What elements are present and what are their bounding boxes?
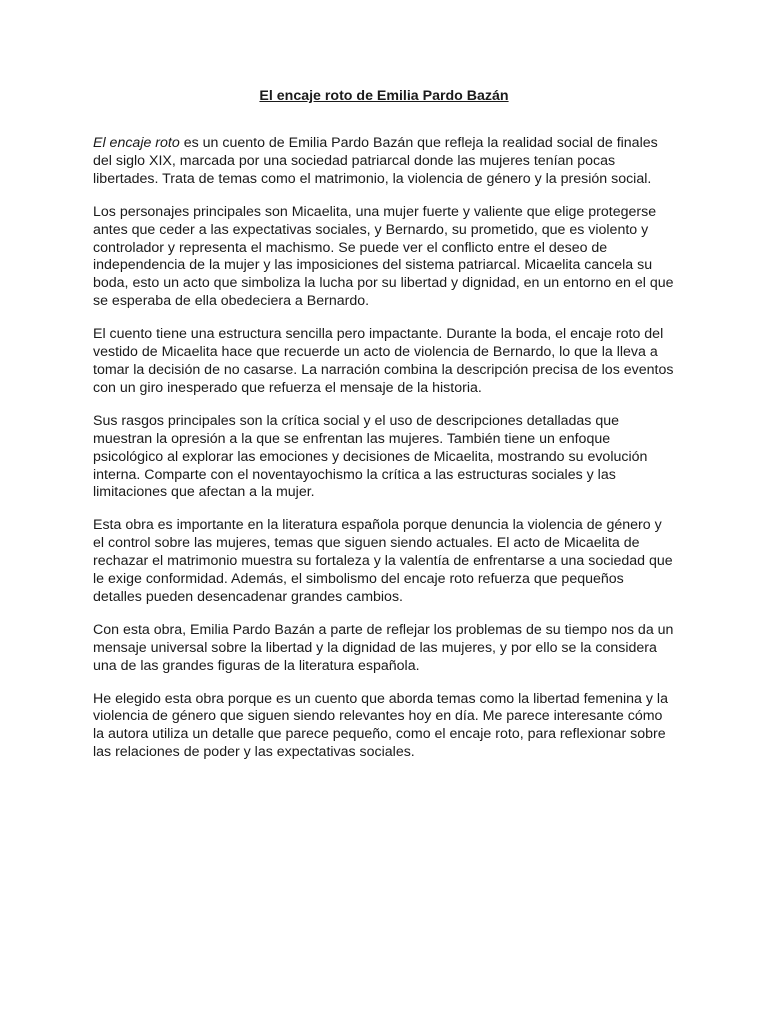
text-line <box>93 293 677 311</box>
line-text: detalles pueden desencadenar grandes cambios. <box>93 588 403 605</box>
line-text: mensaje universal sobre la libertad y la dignidad de las mujeres, y por ello se la considera <box>93 639 657 656</box>
text-line <box>93 222 677 240</box>
line-text: una de las grandes figuras de la literatura española. <box>93 657 420 674</box>
line-text: limitaciones que afectan a la mujer. <box>93 484 315 501</box>
paragraph <box>93 413 677 503</box>
text-line <box>93 413 677 431</box>
text-line <box>93 431 677 449</box>
text-line <box>93 517 677 535</box>
line-text: con un giro inesperado que refuerza el mensaje de la historia. <box>93 379 482 396</box>
text-line <box>93 571 677 589</box>
text-line <box>93 622 677 640</box>
text-line <box>93 153 677 171</box>
line-text: interna. Comparte con el noventayochismo la crítica a las estructuras sociales y las <box>93 466 616 483</box>
paragraph <box>93 517 677 607</box>
document-body <box>93 135 677 777</box>
line-text: Los personajes principales son Micaelita, una mujer fuerte y valiente que elige protegerse <box>93 203 657 220</box>
text-line <box>93 467 677 485</box>
text-line <box>93 640 677 658</box>
paragraph <box>93 622 677 676</box>
text-line <box>93 658 677 676</box>
text-line <box>93 257 677 275</box>
line-text: El cuento tiene una estructura sencilla pero impactante. Durante la boda, el encaje roto del <box>93 326 664 343</box>
paragraph <box>93 326 677 398</box>
line-text: la autora utiliza un detalle que parece pequeño, como el encaje roto, para reflexionar sobre <box>93 726 666 743</box>
text-line <box>93 326 677 344</box>
line-text: le exige conformidad. Además, el simbolismo del encaje roto refuerza que pequeños <box>93 571 624 588</box>
text-line <box>93 362 677 380</box>
text-line <box>93 380 677 398</box>
line-text: rechazar el matrimonio muestra su fortaleza y la valentía de enfrentarse a una sociedad que <box>93 553 673 570</box>
line-text: tomar la decisión de no casarse. La narración combina la descripción precisa de los eventos <box>93 361 674 378</box>
line-text: libertades. Trata de temas como el matrimonio, la violencia de género y la presión social. <box>93 170 652 187</box>
text-line <box>93 171 677 189</box>
line-text: He elegido esta obra porque es un cuento que aborda temas como la libertad femenina y la <box>93 690 668 707</box>
paragraph <box>93 691 677 763</box>
text-line <box>93 484 677 502</box>
text-line <box>93 240 677 258</box>
paragraph <box>93 135 677 189</box>
line-text: Esta obra es importante en la literatura española porque denuncia la violencia de género y <box>93 517 662 534</box>
line-text: muestran la opresión a la que se enfrentan las mujeres. También tiene un enfoque <box>93 430 611 447</box>
text-line <box>93 449 677 467</box>
line-text: vestido de Micaelita hace que recuerde un acto de violencia de Bernardo, lo que la lleva a <box>93 344 658 361</box>
line-text: del siglo XIX, marcada por una sociedad patriarcal donde las mujeres tenían pocas <box>93 152 616 169</box>
text-line <box>93 744 677 762</box>
line-text: se esperaba de ella obedeciera a Bernardo. <box>93 293 370 310</box>
document-title: El encaje roto de Emilia Pardo Bazán <box>259 88 509 104</box>
line-text: Sus rasgos principales son la crítica social y el uso de descripciones detalladas que <box>93 412 620 429</box>
text-line <box>93 135 677 153</box>
line-text: psicológico al explorar las emociones y decisiones de Micaelita, mostrando su evolución <box>93 448 648 465</box>
italic-work-title: El encaje roto <box>93 135 180 151</box>
line-text: las relaciones de poder y las expectativas sociales. <box>93 744 415 761</box>
line-text: independencia de la mujer y las imposiciones del sistema patriarcal. Micaelita cancela su <box>93 257 653 274</box>
line-text: violencia de género que siguen siendo relevantes hoy en día. Me parece interesante cómo <box>93 708 663 725</box>
text-line <box>93 275 677 293</box>
line-text: antes que ceder a las expectativas sociales, y Bernardo, su prometido, que es violento y <box>93 221 649 238</box>
text-line <box>93 589 677 607</box>
text-line <box>93 726 677 744</box>
line-text: Con esta obra, Emilia Pardo Bazán a parte de reflejar los problemas de su tiempo nos da un <box>93 621 674 638</box>
paragraph <box>93 204 677 311</box>
text-line <box>93 708 677 726</box>
line-text: boda, esto un acto que simboliza la lucha por su libertad y dignidad, en un entorno en el que <box>93 275 674 292</box>
text-line <box>93 535 677 553</box>
text-line <box>93 204 677 222</box>
text-line <box>93 691 677 709</box>
line-text: el control sobre las mujeres, temas que siguen siendo actuales. El acto de Micaelita de <box>93 535 640 552</box>
text-line <box>93 553 677 571</box>
text-line <box>93 344 677 362</box>
line-text: controlador y representa el machismo. Se puede ver el conflicto entre el deseo de <box>93 239 608 256</box>
line-text: es un cuento de Emilia Pardo Bazán que refleja la realidad social de finales <box>179 135 658 151</box>
